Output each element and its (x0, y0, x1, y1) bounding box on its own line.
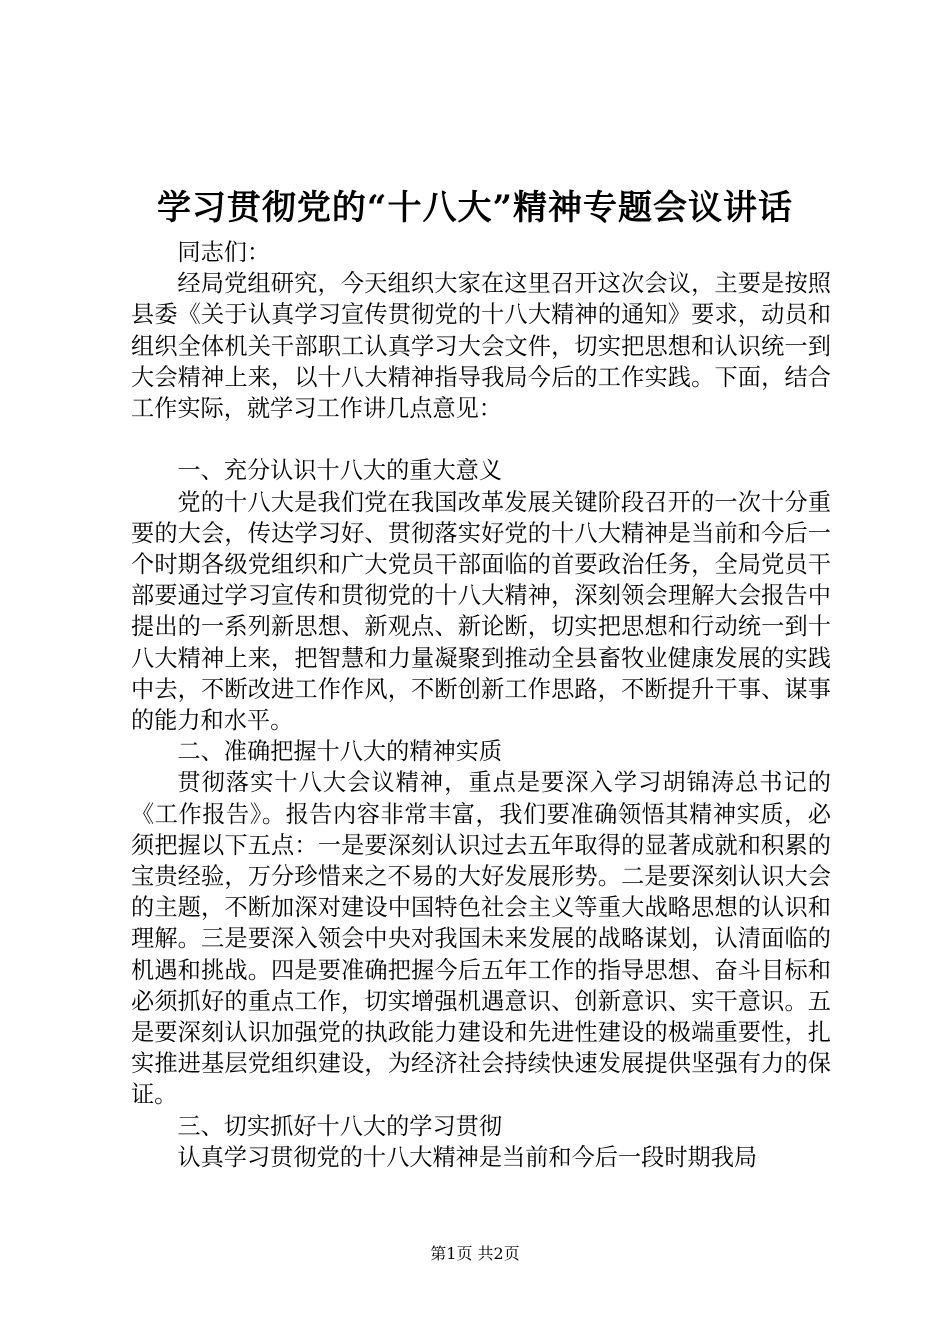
document-title: 学习贯彻党的“十八大”精神专题会议讲话 (156, 188, 794, 228)
document-body (131, 237, 831, 1173)
heading-section-1: 一、充分认识十八大的重大意义 (177, 457, 503, 485)
heading-section-3: 三、切实抓好十八大的学习贯彻 (177, 1112, 503, 1140)
heading-section-2: 二、准确把握十八大的精神实质 (177, 738, 503, 766)
paragraph-section-2: 贯彻落实十八大会议精神，重点是要深入学习胡锦涛总书记的《工作报告》。报告内容非常丰富，我们要准确领悟其精神实质，必须把握以下五点：一是要深刻认识过去五年取得的显著成就和积累的宝贵经验，万分珍惜来之不易的大好发展形势。二是要深刻认识大会的主题，不断加深对建设中国特色社会主义等重大战略思想的认识和理解。三是要深入领会中央对我国未来发展的战略谋划，认清面临的机遇和挑战。四是要准确把握今后五年工作的指导思想、奋斗目标和必须抓好的重点工作，切实增强机遇意识、创新意识、实干意识。五是要深刻认识加强党的执政能力建设和先进性建设的极端重要性，扎实推进基层党组织建设，为经济社会持续快速发展提供坚强有力的保证。 (131, 769, 831, 1109)
paragraph-intro: 经局党组研究，今天组织大家在这里召开这次会议，主要是按照县委《关于认真学习宣传贯彻党的十八大精神的通知》要求，动员和组织全体机关干部职工认真学习大会文件，切实把思想和认识统一到大会精神上来，以十八大精神指导我局今后的工作实践。下面，结合工作实际，就学习工作讲几点意见： (131, 270, 831, 423)
page-number-footer: 第1页 共2页 (430, 1244, 520, 1263)
paragraph-section-3: 认真学习贯彻党的十八大精神是当前和今后一段时期我局 (177, 1143, 758, 1171)
salutation: 同志们： (177, 239, 271, 266)
paragraph-section-1: 党的十八大是我们党在我国改革发展关键阶段召开的一次十分重要的大会，传达学习好、贯彻落实好党的十八大精神是当前和今后一个时期各级党组织和广大党员干部面临的首要政治任务，全局党员干部要通过学习宣传和贯彻党的十八大精神，深刻领会理解大会报告中提出的一系列新思想、新观点、新论断，切实把思想和行动统一到十八大精神上来，把智慧和力量凝聚到推动全县畜牧业健康发展的实践中去，不断改进工作作风，不断创新工作思路，不断提升干事、谋事的能力和水平。 (131, 488, 831, 735)
